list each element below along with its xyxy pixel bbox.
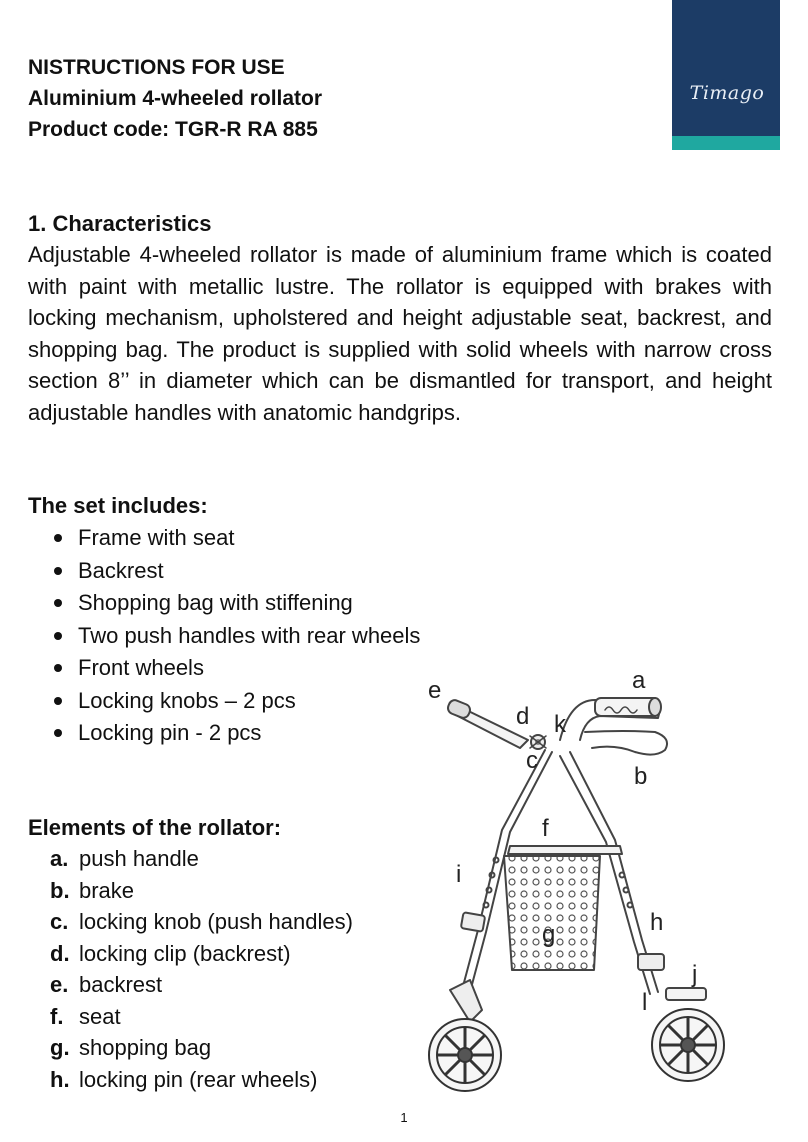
rollator-diagram [410,660,740,1110]
list-item [50,843,353,875]
item-letter: b. [50,877,70,903]
item-letter: e. [50,972,69,997]
set-includes-list [50,522,420,750]
product-code: Product code: TGR-R RA 885 [28,118,318,141]
label-h: h [650,909,664,936]
set-includes-heading: The set includes: [28,493,208,518]
label-d: d [516,703,530,730]
list-item: Front wheels [50,652,420,685]
doc-title: NISTRUCTIONS FOR USE [28,56,285,79]
list-item: Two push handles with rear wheels [50,620,420,653]
item-text: locking knob (push handles) [79,909,353,934]
brand-logo: Timago [689,82,765,104]
label-f: f [542,815,549,842]
list-item [50,1064,353,1096]
label-l: l [642,989,648,1016]
list-item: Frame with seat [50,522,420,555]
list-item [50,969,353,1001]
item-text: brake [79,877,135,903]
characteristics-paragraph: Adjustable 4-wheeled rollator is made of aluminium frame which is coated with paint with metallic lustre. The rollator is equipped with brakes with locking mechanism, upholstered and height adjustable seat, backrest, and shopping bag. The product is supplied with solid wheels with narrow cross section 8’’ in diameter which can be dismantled for transport, and height adjustable handles with anatomic handgrips. [28,242,772,425]
product-name: Aluminium 4-wheeled rollator [28,87,323,110]
label-b: b [634,763,648,790]
characteristics-heading: 1. Characteristics [28,211,212,236]
rear-wheel [652,1009,724,1081]
item-text: locking clip (backrest) [79,940,291,966]
item-text: push handle [79,846,199,871]
label-g: g [542,921,556,948]
label-i: i [456,861,462,888]
item-letter: d. [50,940,70,966]
list-item: Backrest [50,555,420,588]
label-c: c [526,747,538,774]
list-item: Locking pin - 2 pcs [50,717,420,750]
label-k: k [554,711,566,738]
list-item [50,906,353,938]
label-e: e [428,677,442,704]
label-a: a [632,667,646,694]
front-wheel [429,1019,501,1091]
list-item [50,1001,353,1033]
item-text: shopping bag [79,1035,212,1060]
elements-list [50,843,353,1095]
list-item [50,875,353,907]
list-item: Locking knobs – 2 pcs [50,685,420,718]
item-letter: g. [50,1035,70,1060]
item-text: locking pin (rear wheels) [79,1066,318,1092]
item-letter: a. [50,846,69,871]
logo-accent-bar [672,136,780,150]
elements-heading: Elements of the rollator: [28,815,282,840]
list-item [50,938,353,970]
item-text: seat [79,1003,121,1029]
page-number: 1 [400,1110,408,1125]
item-text: backrest [79,972,163,997]
label-j: j [692,961,698,988]
list-item [50,1032,353,1064]
item-letter: f. [50,1003,64,1029]
item-letter: c. [50,909,69,934]
rollator-frame [446,698,706,1022]
brand-logo-block [672,0,780,150]
list-item: Shopping bag with stiffening [50,587,420,620]
document-header [28,52,322,145]
item-letter: h. [50,1066,70,1092]
